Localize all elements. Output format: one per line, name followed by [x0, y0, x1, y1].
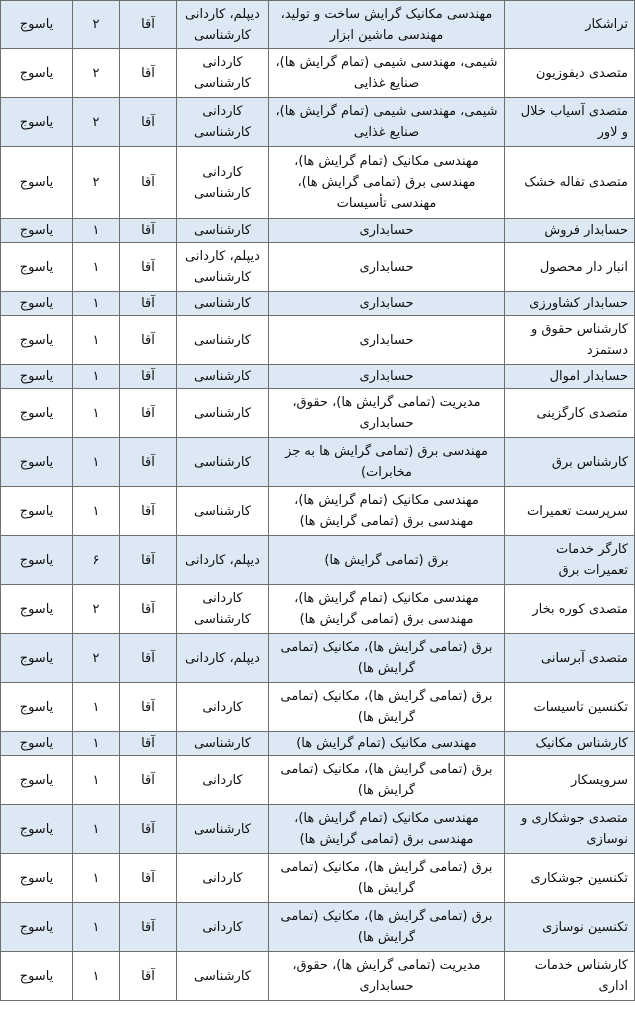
city-cell: یاسوج	[1, 438, 73, 487]
gender-cell: آقا	[120, 292, 177, 316]
field-of-study-cell: حسابداری	[269, 243, 505, 292]
gender-cell: آقا	[120, 147, 177, 219]
table-row	[1, 854, 635, 903]
count-cell: ۱	[73, 854, 120, 903]
field-of-study-cell: مهندسی مکانیک (تمام گرایش ها)، مهندسی برق (تمامی گرایش ها)	[269, 585, 505, 634]
field-of-study-cell: شیمی، مهندسی شیمی (تمام گرایش ها)، صنایع غذایی	[269, 98, 505, 147]
count-cell: ۶	[73, 536, 120, 585]
degree-cell: کارشناسی	[177, 219, 269, 243]
job-title-cell: تراشکار	[505, 1, 635, 49]
city-cell: یاسوج	[1, 854, 73, 903]
city-cell: یاسوج	[1, 292, 73, 316]
gender-cell: آقا	[120, 49, 177, 98]
degree-cell: کاردانی	[177, 756, 269, 805]
count-cell: ۱	[73, 805, 120, 854]
degree-cell: کارشناسی	[177, 805, 269, 854]
city-cell: یاسوج	[1, 683, 73, 732]
count-cell: ۲	[73, 1, 120, 49]
field-of-study-cell: مهندسی مکانیک (تمام گرایش ها)، مهندسی برق (تمامی گرایش ها)، مهندسی تأسیسات	[269, 147, 505, 219]
degree-cell: کارشناسی	[177, 316, 269, 365]
job-title-cell: متصدی آسیاب خلال و لاور	[505, 98, 635, 147]
table-row	[1, 683, 635, 732]
gender-cell: آقا	[120, 634, 177, 683]
degree-cell: کاردانی کارشناسی	[177, 49, 269, 98]
job-title-cell: کارشناس برق	[505, 438, 635, 487]
count-cell: ۱	[73, 316, 120, 365]
field-of-study-cell: برق (تمامی گرایش ها)، مکانیک (تمامی گرایش ها)	[269, 854, 505, 903]
degree-cell: کارشناسی	[177, 732, 269, 756]
count-cell: ۲	[73, 98, 120, 147]
table-row	[1, 756, 635, 805]
gender-cell: آقا	[120, 854, 177, 903]
city-cell: یاسوج	[1, 243, 73, 292]
city-cell: یاسوج	[1, 805, 73, 854]
city-cell: یاسوج	[1, 389, 73, 438]
degree-cell: کاردانی کارشناسی	[177, 585, 269, 634]
degree-cell: کارشناسی	[177, 487, 269, 536]
degree-cell: کارشناسی	[177, 389, 269, 438]
job-title-cell: کارگر خدمات تعمیرات برق	[505, 536, 635, 585]
gender-cell: آقا	[120, 487, 177, 536]
field-of-study-cell: شیمی، مهندسی شیمی (تمام گرایش ها)، صنایع غذایی	[269, 49, 505, 98]
degree-cell: کاردانی	[177, 903, 269, 952]
job-title-cell: سرویسکار	[505, 756, 635, 805]
table-row	[1, 634, 635, 683]
city-cell: یاسوج	[1, 219, 73, 243]
table-row	[1, 536, 635, 585]
count-cell: ۱	[73, 732, 120, 756]
job-title-cell: انبار دار محصول	[505, 243, 635, 292]
table-row	[1, 98, 635, 147]
city-cell: یاسوج	[1, 365, 73, 389]
field-of-study-cell: مدیریت (تمامی گرایش ها)، حقوق، حسابداری	[269, 389, 505, 438]
count-cell: ۲	[73, 634, 120, 683]
job-title-cell: حسابدار فروش	[505, 219, 635, 243]
count-cell: ۲	[73, 49, 120, 98]
table-row	[1, 487, 635, 536]
field-of-study-cell: مهندسی مکانیک گرایش ساخت و تولید، مهندسی ماشین ابزار	[269, 1, 505, 49]
job-title-cell: سرپرست تعمیرات	[505, 487, 635, 536]
city-cell: یاسوج	[1, 1, 73, 49]
job-title-cell: کارشناس حقوق و دستمزد	[505, 316, 635, 365]
degree-cell: کارشناسی	[177, 952, 269, 1001]
job-title-cell: متصدی کارگزینی	[505, 389, 635, 438]
gender-cell: آقا	[120, 585, 177, 634]
count-cell: ۱	[73, 365, 120, 389]
table-row	[1, 1, 635, 49]
city-cell: یاسوج	[1, 536, 73, 585]
gender-cell: آقا	[120, 389, 177, 438]
table-row	[1, 952, 635, 1001]
gender-cell: آقا	[120, 683, 177, 732]
gender-cell: آقا	[120, 243, 177, 292]
table-row	[1, 49, 635, 98]
degree-cell: کاردانی کارشناسی	[177, 98, 269, 147]
table-row	[1, 365, 635, 389]
job-title-cell: متصدی آبرسانی	[505, 634, 635, 683]
job-title-cell: تکنسین نوسازی	[505, 903, 635, 952]
job-title-cell: متصدی کوره بخار	[505, 585, 635, 634]
job-title-cell: تکنسین تاسیسات	[505, 683, 635, 732]
count-cell: ۲	[73, 585, 120, 634]
job-title-cell: حسابدار اموال	[505, 365, 635, 389]
count-cell: ۱	[73, 389, 120, 438]
table-row	[1, 389, 635, 438]
table-row	[1, 219, 635, 243]
field-of-study-cell: حسابداری	[269, 316, 505, 365]
city-cell: یاسوج	[1, 634, 73, 683]
job-title-cell: کارشناس خدمات اداری	[505, 952, 635, 1001]
table-row	[1, 903, 635, 952]
city-cell: یاسوج	[1, 732, 73, 756]
field-of-study-cell: برق (تمامی گرایش ها)، مکانیک (تمامی گرایش ها)	[269, 634, 505, 683]
table-body	[1, 1, 635, 1001]
gender-cell: آقا	[120, 756, 177, 805]
table-row	[1, 438, 635, 487]
degree-cell: کاردانی	[177, 683, 269, 732]
table-row	[1, 805, 635, 854]
field-of-study-cell: حسابداری	[269, 365, 505, 389]
city-cell: یاسوج	[1, 756, 73, 805]
degree-cell: کارشناسی	[177, 365, 269, 389]
count-cell: ۱	[73, 292, 120, 316]
degree-cell: دیپلم، کاردانی کارشناسی	[177, 1, 269, 49]
field-of-study-cell: مهندسی مکانیک (تمام گرایش ها)	[269, 732, 505, 756]
table-row	[1, 292, 635, 316]
table-row	[1, 732, 635, 756]
field-of-study-cell: مهندسی برق (تمامی گرایش ها به جز مخابرات)	[269, 438, 505, 487]
city-cell: یاسوج	[1, 952, 73, 1001]
count-cell: ۱	[73, 756, 120, 805]
count-cell: ۱	[73, 903, 120, 952]
field-of-study-cell: برق (تمامی گرایش ها)، مکانیک (تمامی گرایش ها)	[269, 756, 505, 805]
count-cell: ۱	[73, 219, 120, 243]
gender-cell: آقا	[120, 316, 177, 365]
job-title-cell: متصدی جوشکاری و نوسازی	[505, 805, 635, 854]
table-row	[1, 243, 635, 292]
city-cell: یاسوج	[1, 487, 73, 536]
field-of-study-cell: حسابداری	[269, 292, 505, 316]
degree-cell: کاردانی کارشناسی	[177, 147, 269, 219]
city-cell: یاسوج	[1, 49, 73, 98]
table-row	[1, 316, 635, 365]
degree-cell: دیپلم، کاردانی کارشناسی	[177, 243, 269, 292]
city-cell: یاسوج	[1, 903, 73, 952]
field-of-study-cell: برق (تمامی گرایش ها)، مکانیک (تمامی گرایش ها)	[269, 683, 505, 732]
city-cell: یاسوج	[1, 98, 73, 147]
table-row	[1, 585, 635, 634]
degree-cell: دیپلم، کاردانی	[177, 536, 269, 585]
field-of-study-cell: برق (تمامی گرایش ها)، مکانیک (تمامی گرایش ها)	[269, 903, 505, 952]
gender-cell: آقا	[120, 438, 177, 487]
table-row	[1, 147, 635, 219]
field-of-study-cell: مدیریت (تمامی گرایش ها)، حقوق، حسابداری	[269, 952, 505, 1001]
degree-cell: کارشناسی	[177, 438, 269, 487]
count-cell: ۲	[73, 147, 120, 219]
gender-cell: آقا	[120, 365, 177, 389]
count-cell: ۱	[73, 487, 120, 536]
field-of-study-cell: مهندسی مکانیک (تمام گرایش ها)، مهندسی برق (تمامی گرایش ها)	[269, 805, 505, 854]
city-cell: یاسوج	[1, 316, 73, 365]
job-title-cell: کارشناس مکانیک	[505, 732, 635, 756]
count-cell: ۱	[73, 683, 120, 732]
gender-cell: آقا	[120, 805, 177, 854]
count-cell: ۱	[73, 438, 120, 487]
gender-cell: آقا	[120, 732, 177, 756]
job-title-cell: متصدی دیفوزیون	[505, 49, 635, 98]
degree-cell: کارشناسی	[177, 292, 269, 316]
field-of-study-cell: برق (تمامی گرایش ها)	[269, 536, 505, 585]
gender-cell: آقا	[120, 98, 177, 147]
gender-cell: آقا	[120, 952, 177, 1001]
gender-cell: آقا	[120, 903, 177, 952]
degree-cell: دیپلم، کاردانی	[177, 634, 269, 683]
field-of-study-cell: مهندسی مکانیک (تمام گرایش ها)، مهندسی برق (تمامی گرایش ها)	[269, 487, 505, 536]
job-title-cell: تکنسین جوشکاری	[505, 854, 635, 903]
city-cell: یاسوج	[1, 585, 73, 634]
gender-cell: آقا	[120, 536, 177, 585]
gender-cell: آقا	[120, 1, 177, 49]
job-title-cell: متصدی تفاله خشک	[505, 147, 635, 219]
count-cell: ۱	[73, 243, 120, 292]
field-of-study-cell: حسابداری	[269, 219, 505, 243]
city-cell: یاسوج	[1, 147, 73, 219]
job-title-cell: حسابدار کشاورزی	[505, 292, 635, 316]
gender-cell: آقا	[120, 219, 177, 243]
count-cell: ۱	[73, 952, 120, 1001]
degree-cell: کاردانی	[177, 854, 269, 903]
